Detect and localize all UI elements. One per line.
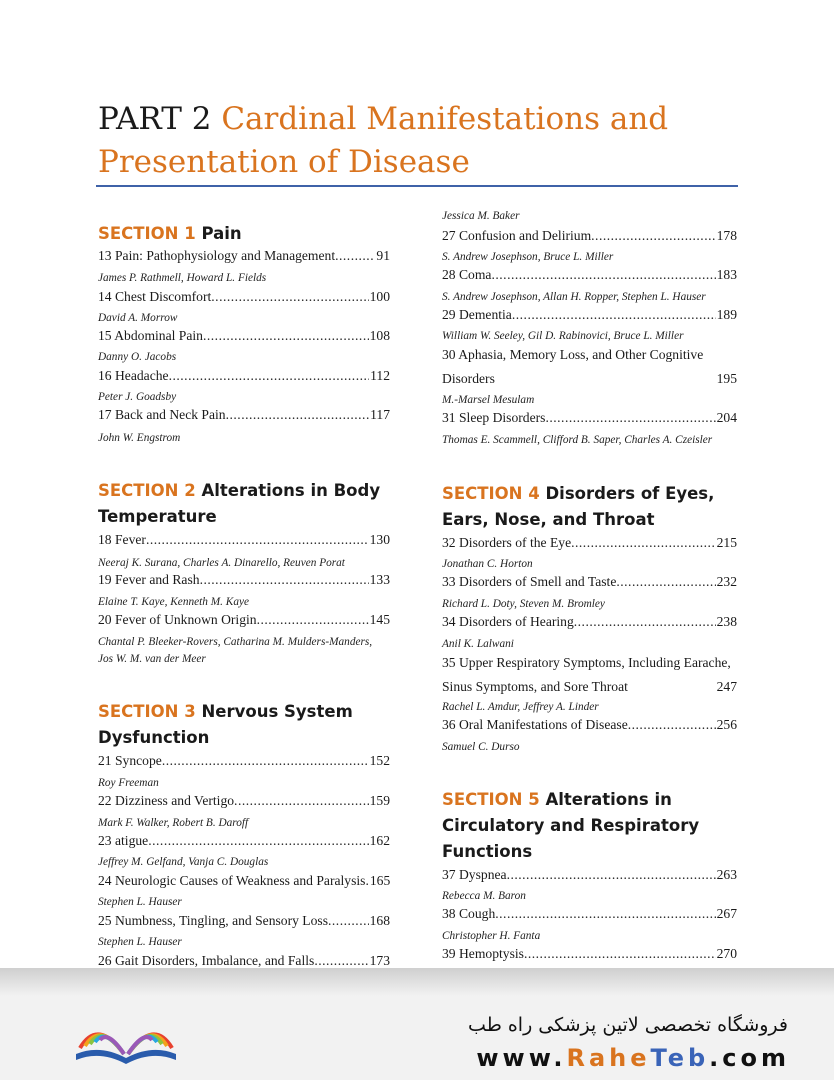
chapter-authors: Thomas E. Scammell, Clifford B. Saper, Charles A. Czeisler [442, 434, 713, 446]
page-number: 100 [369, 289, 390, 304]
part-title-line1: Cardinal Manifestations and [221, 101, 669, 137]
chapter-authors: Elaine T. Kaye, Kenneth M. Kaye [98, 596, 250, 608]
page-title [98, 98, 758, 184]
chapter-authors: Peter J. Goadsby [98, 391, 177, 403]
chapter-authors: Danny O. Jacobs [98, 351, 177, 363]
page-number: 108 [369, 328, 390, 343]
section-name-line2: Circulatory and Respiratory [442, 816, 700, 835]
section-heading [98, 478, 390, 530]
page-number: 247 [716, 679, 737, 694]
toc-entry[interactable]: 16 Headache ..... 112 [98, 367, 390, 384]
chapter-authors: Jessica M. Baker [442, 210, 520, 222]
page-number: 162 [369, 833, 390, 848]
section-heading [98, 699, 390, 751]
chapter-authors: Roy Freeman [98, 777, 159, 789]
section-name: Nervous System [201, 702, 353, 721]
chapter-authors: Chantal P. Bleeker-Rovers, Catharina M. Mulders-Manders, [98, 636, 373, 648]
chapter-authors: Anil K. Lalwani [442, 638, 514, 650]
section-number: SECTION 1 [98, 224, 196, 243]
toc-entry[interactable]: 13 Pain: Pathophysiology and Management ..... 91 [98, 247, 390, 264]
toc-entry[interactable]: 27 Confusion and Delirium ..... 178 [442, 227, 737, 244]
section-name: Pain [201, 224, 242, 243]
part-label: PART 2 [98, 101, 212, 137]
chapter-authors: John W. Engstrom [98, 432, 181, 444]
section-name: Disorders of Eyes, [545, 484, 715, 503]
toc-entry[interactable]: 29 Dementia ..... 189 [442, 306, 737, 323]
chapter-authors: Rachel L. Amdur, Jeffrey A. Linder [442, 701, 599, 713]
page-number: 189 [716, 307, 737, 322]
chapter-authors: S. Andrew Josephson, Allan H. Ropper, Stephen L. Hauser [442, 291, 706, 303]
toc-entry[interactable]: 19 Fever and Rash ..... 133 [98, 571, 390, 588]
page-number: 159 [369, 793, 390, 808]
page-number: 173 [369, 953, 390, 968]
page-number: 204 [716, 410, 737, 425]
store-name: فروشگاه تخصصی لاتین پزشکی راه طب [468, 1014, 788, 1036]
chapter-authors: M.-Marsel Mesulam [442, 394, 535, 406]
chapter-authors: Jeffrey M. Gelfand, Vanja C. Douglas [98, 856, 269, 868]
section-name-line3: Functions [442, 842, 533, 861]
chapter-authors: Christopher H. Fanta [442, 930, 541, 942]
title-divider [96, 185, 738, 187]
page-number: 152 [369, 753, 390, 768]
toc-entry[interactable]: 15 Abdominal Pain ..... 108 [98, 327, 390, 344]
toc-entry[interactable]: 14 Chest Discomfort ..... 100 [98, 288, 390, 305]
toc-entry[interactable]: 34 Disorders of Hearing ..... 238 [442, 613, 737, 630]
toc-entry[interactable]: 25 Numbness, Tingling, and Sensory Loss ..... 168 [98, 912, 390, 929]
toc-entry[interactable]: 20 Fever of Unknown Origin ..... 145 [98, 611, 390, 628]
section-name-line2: Temperature [98, 507, 217, 526]
page-number: 145 [369, 612, 390, 627]
part-title-line2: Presentation of Disease [98, 144, 470, 180]
chapter-authors: David A. Morrow [98, 312, 178, 324]
section-heading [442, 787, 737, 865]
toc-entry[interactable]: 36 Oral Manifestations of Disease ..... 256 [442, 716, 737, 733]
toc-entry[interactable]: 22 Dizziness and Vertigo ..... 159 [98, 792, 390, 809]
page-number: 215 [716, 535, 737, 550]
chapter-authors-cont: Jos W. M. van der Meer [98, 653, 206, 665]
toc-entry[interactable]: 17 Back and Neck Pain ..... 117 [98, 406, 390, 423]
chapter-authors: Stephen L. Hauser [98, 896, 182, 908]
section-name-line2: Dysfunction [98, 728, 210, 747]
section-number: SECTION 4 [442, 484, 540, 503]
page-number: 263 [716, 867, 737, 882]
page-number: 112 [370, 368, 390, 383]
section-heading [442, 481, 737, 533]
section-number: SECTION 2 [98, 481, 196, 500]
toc-entry[interactable]: 30 Aphasia, Memory Loss, and Other Cognitive Disorders 195 [442, 347, 737, 386]
store-url[interactable]: www.RaheTeb.com [476, 1044, 790, 1072]
page-number: 195 [716, 371, 737, 386]
page-number: 267 [716, 906, 737, 921]
open-book-logo-icon [70, 1010, 182, 1068]
toc-entry[interactable]: 37 Dyspnea ..... 263 [442, 866, 737, 883]
toc-entry[interactable]: 18 Fever ..... 130 [98, 531, 390, 548]
page-number: 256 [716, 717, 737, 732]
toc-entry[interactable]: 39 Hemoptysis ..... 270 [442, 945, 737, 962]
section-number: SECTION 3 [98, 702, 196, 721]
chapter-authors: Richard L. Doty, Steven M. Bromley [442, 598, 605, 610]
chapter-authors: James P. Rathmell, Howard L. Fields [98, 272, 267, 284]
toc-entry[interactable]: 33 Disorders of Smell and Taste ..... 232 [442, 573, 737, 590]
toc-entry[interactable]: 35 Upper Respiratory Symptoms, Including Earache, Sinus Symptoms, and Sore Throat 247 [442, 655, 737, 694]
chapter-authors: Samuel C. Durso [442, 741, 520, 753]
section-number: SECTION 5 [442, 790, 540, 809]
chapter-authors: Mark F. Walker, Robert B. Daroff [98, 817, 249, 829]
page-number: 165 [369, 873, 391, 888]
toc-entry[interactable]: 31 Sleep Disorders ..... 204 [442, 409, 737, 426]
toc-entry[interactable]: 23 atigue ..... 162 [98, 832, 390, 849]
chapter-authors: Rebecca M. Baron [442, 890, 526, 902]
chapter-authors: Neeraj K. Surana, Charles A. Dinarello, Reuven Porat [98, 557, 345, 569]
toc-entry[interactable]: 24 Neurologic Causes of Weakness and Paralysis. 165 [98, 873, 391, 888]
section-name: Alterations in [545, 790, 672, 809]
chapter-authors: William W. Seeley, Gil D. Rabinovici, Bruce L. Miller [442, 330, 684, 342]
page-number: 117 [370, 407, 390, 422]
chapter-authors: Stephen L. Hauser [98, 936, 182, 948]
page-number: 91 [376, 248, 390, 263]
section-name: Alterations in Body [201, 481, 381, 500]
page-number: 178 [716, 228, 737, 243]
page-number: 183 [716, 267, 737, 282]
page-number: 270 [716, 946, 737, 961]
page-number: 232 [716, 574, 737, 589]
page-number: 130 [369, 532, 390, 547]
chapter-authors: S. Andrew Josephson, Bruce L. Miller [442, 251, 614, 263]
toc-entry[interactable]: 28 Coma ..... 183 [442, 266, 737, 283]
toc-entry[interactable]: 21 Syncope ..... 152 [98, 752, 390, 769]
toc-entry[interactable]: 26 Gait Disorders, Imbalance, and Falls ..... 173 [98, 952, 390, 969]
page-number: 168 [369, 913, 390, 928]
page-number: 133 [369, 572, 390, 587]
section-heading [98, 221, 390, 247]
page-number: 238 [716, 614, 737, 629]
section-name-line2: Ears, Nose, and Throat [442, 510, 655, 529]
chapter-authors: Jonathan C. Horton [442, 558, 533, 570]
toc-entry[interactable]: 32 Disorders of the Eye ..... 215 [442, 534, 737, 551]
toc-entry[interactable]: 38 Cough ..... 267 [442, 905, 737, 922]
